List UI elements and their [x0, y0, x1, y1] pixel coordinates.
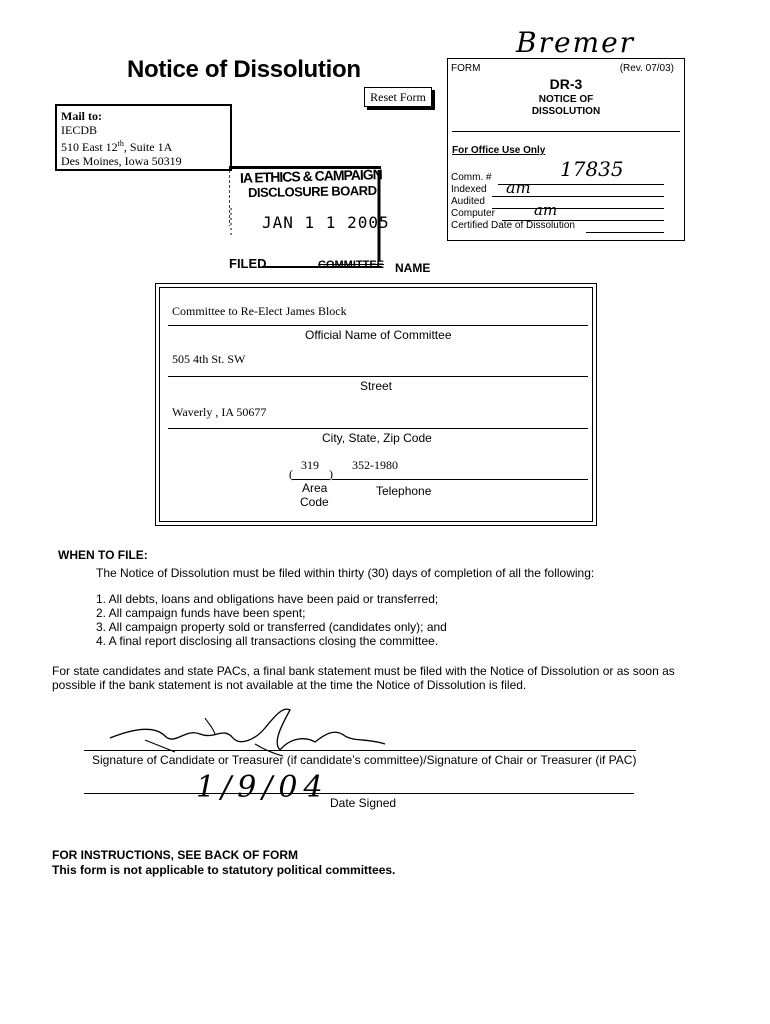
stamp-agency-line2: DISCLOSURE BOARD: [247, 182, 377, 201]
stamp-filed: FILED: [229, 256, 267, 271]
stamp-agency-line1: IA ETHICS & CAMPAIGN: [239, 166, 382, 186]
date-signed-field[interactable]: [84, 793, 634, 794]
area-caption-1: Area: [302, 481, 328, 495]
form-divider: [452, 131, 680, 132]
mail-to-line1: IECDB: [61, 123, 97, 137]
street-value: 505 4th St. SW: [172, 352, 246, 366]
audited-label: Audited: [451, 196, 485, 207]
phone-value: 352-1980: [352, 458, 398, 472]
list-item: 1. All debts, loans and obligations have been paid or transferred;: [96, 592, 439, 606]
area-paren-open: (: [289, 467, 293, 481]
instructions-note: FOR INSTRUCTIONS, SEE BACK OF FORM: [52, 848, 298, 862]
indexed-value: am: [506, 178, 531, 197]
signature-field[interactable]: [84, 750, 636, 751]
when-to-file-intro: The Notice of Dissolution must be filed within thirty (30) days of completion of all the following:: [96, 566, 595, 580]
date-signed-caption: Date Signed: [330, 796, 397, 810]
area-paren-close: ): [329, 467, 333, 481]
computer-label: Computer: [451, 208, 495, 219]
audited-field[interactable]: [492, 208, 664, 209]
requirements-list: [96, 592, 447, 648]
committee-name-caption: Official Name of Committee: [305, 328, 452, 342]
committee-info-box: [155, 283, 597, 526]
committee-name-field[interactable]: [168, 325, 588, 326]
street-field[interactable]: [168, 376, 588, 377]
committee-name-value: Committee to Re-Elect James Block: [172, 304, 347, 318]
form-label: FORM: [451, 63, 481, 74]
street-caption: Street: [360, 379, 393, 393]
page-title: Notice of Dissolution: [127, 56, 361, 83]
mail-to-box: [55, 104, 232, 171]
city-field[interactable]: [168, 428, 588, 429]
reset-form-button[interactable]: Reset Form: [364, 87, 432, 107]
comm-value: 17835: [560, 157, 624, 181]
form-subtitle: NOTICE OF DISSOLUTION: [531, 94, 601, 117]
city-caption: City, State, Zip Code: [322, 431, 432, 445]
certified-date-label: Certified Date of Dissolution: [451, 220, 575, 231]
when-to-file-heading: WHEN TO FILE:: [58, 548, 148, 562]
indexed-label: Indexed: [451, 184, 487, 195]
bank-statement-note: For state candidates and state PACs, a final bank statement must be filed with the Notice of Dissolution or as soon as possible if the bank statement is not available at the time the Notice of Dissolution is filed.: [52, 664, 675, 692]
comm-label: Comm. #: [451, 172, 492, 183]
area-caption-2: Code: [300, 495, 329, 509]
area-code-value: 319: [301, 458, 319, 472]
list-item: 3. All campaign property sold or transferred (candidates only); and: [96, 620, 447, 634]
list-item: 2. All campaign funds have been spent;: [96, 606, 306, 620]
mail-to-line2: 510 East 12th, Suite 1A: [61, 139, 173, 154]
office-use-heading: For Office Use Only: [452, 145, 546, 156]
applicability-note: This form is not applicable to statutory political committees.: [52, 863, 396, 877]
phone-field[interactable]: [332, 479, 588, 480]
revision-label: (Rev. 07/03): [619, 63, 674, 74]
computer-value: am: [534, 201, 558, 219]
mail-to-line3: Des Moines, Iowa 50319: [61, 154, 182, 168]
handwritten-name: Bremer: [516, 26, 636, 59]
form-info-box: [447, 58, 685, 241]
phone-caption: Telephone: [376, 484, 432, 498]
name-word: NAME: [395, 261, 431, 275]
form-code: DR-3: [549, 76, 583, 92]
date-signed-value: 1/9/04: [196, 770, 329, 805]
list-item: 4. A final report disclosing all transactions closing the committee.: [96, 634, 439, 648]
area-code-field[interactable]: [292, 479, 330, 480]
stamp-date: JAN 1 1 2005: [262, 213, 390, 232]
mail-to-label: Mail to:: [61, 109, 102, 123]
certified-date-field[interactable]: [586, 232, 664, 233]
city-value: Waverly , IA 50677: [172, 405, 267, 419]
committee-word: COMMITTEE: [318, 259, 384, 271]
signature-caption: Signature of Candidate or Treasurer (if candidate’s committee)/Signature of Chair or Treasurer (if PAC): [92, 753, 637, 767]
